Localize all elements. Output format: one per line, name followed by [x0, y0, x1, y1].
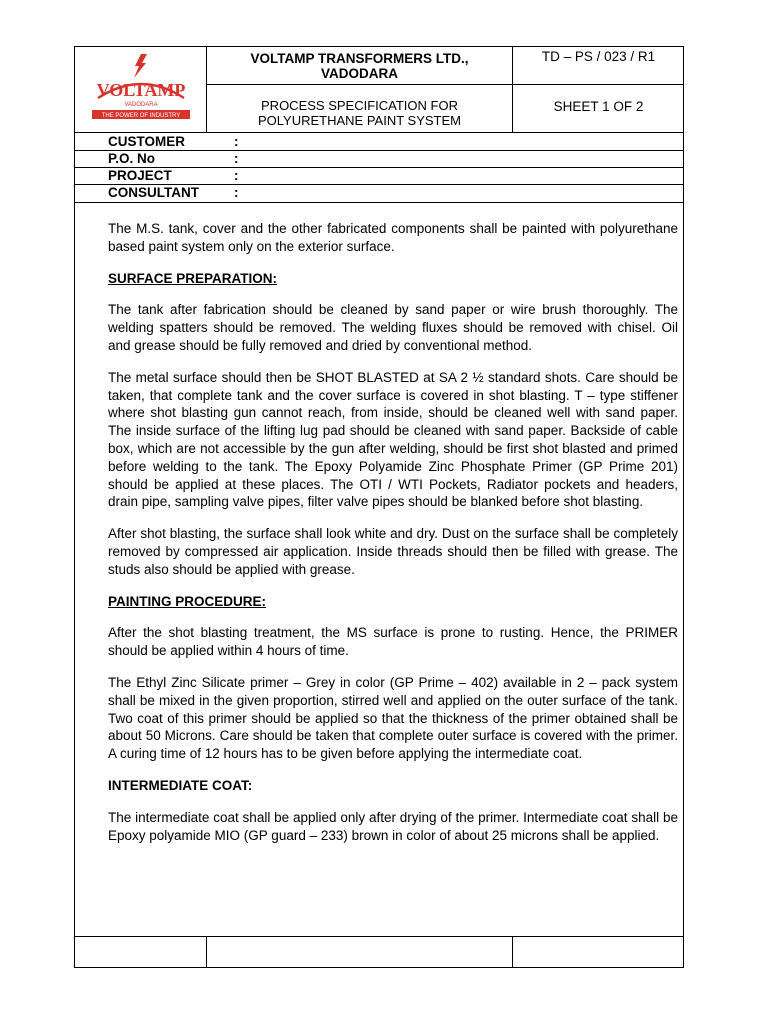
field-line-4 — [74, 202, 684, 203]
svg-text:VOLTAMP: VOLTAMP — [96, 80, 186, 100]
intermediate-paragraph-1: The intermediate coat shall be applied only after drying of the primer. Intermediate coat shall be Epoxy polyamide MIO (GP guard – 233) brown in color of about 25 microns shall be applied. — [108, 809, 678, 843]
intro-paragraph: The M.S. tank, cover and the other fabricated components shall be painted with polyurethane based paint system only on the exterior surface. — [108, 221, 678, 254]
field-po-label: P.O. No — [108, 151, 156, 166]
doc-ref: TD – PS / 023 / R1 — [541, 49, 656, 64]
painting-paragraph-2: The Ethyl Zinc Silicate primer – Grey in color (GP Prime – 402) available in 2 – pack system shall be mixed in the given proportion, stirred well and applied on the outer surface of the tank. Two coat of this primer should be applied so that the thickness of the primer obtained shall be about 50 Microns. Care should be taken that complete outer surface is covered with the primer. A curing time of 12 hours has to be given before applying the intermediate coat. — [108, 674, 678, 762]
field-customer-sep: : — [234, 134, 239, 149]
field-project-sep: : — [234, 168, 239, 183]
field-customer-label: CUSTOMER — [108, 134, 186, 149]
voltamp-logo-graphic — [84, 52, 198, 128]
company-name — [207, 51, 512, 81]
field-line-1 — [74, 150, 684, 151]
sheet-number: SHEET 1 OF 2 — [553, 99, 644, 114]
surface-paragraph-3: After shot blasting, the surface shall look white and dry. Dust on the surface shall be completely removed by compressed air application. Inside threads should then be filled with grease. The studs also should be applied with grease. — [108, 526, 678, 577]
header-mid-line — [206, 84, 684, 85]
svg-text:VADODARA: VADODARA — [124, 102, 158, 108]
painting-paragraph-1: After the shot blasting treatment, the MS surface is prone to rusting. Hence, the PRIMER should be applied within 4 hours of time. — [108, 625, 678, 659]
surface-paragraph-1: The tank after fabrication should be cleaned by sand paper or wire brush thoroughly. The welding spatters should be removed. The welding fluxes should be removed with chisel. Oil and grease should be fully removed and dried by conventional method. — [108, 302, 678, 353]
company-name-line2: VADODARA — [321, 66, 398, 81]
header-bottom-line — [74, 132, 684, 133]
spec-body — [108, 220, 678, 844]
document-title — [207, 98, 512, 128]
footer-divider-right — [512, 936, 513, 968]
intermediate-coat-heading: INTERMEDIATE COAT: — [108, 777, 253, 793]
painting-procedure-heading: PAINTING PROCEDURE: — [108, 593, 267, 609]
field-consultant-sep: : — [234, 185, 239, 200]
surface-paragraph-2: The metal surface should then be SHOT BLASTED at SA 2 ½ standard shots. Care should be taken, that complete tank and the cover surface is covered in shot blasting. T – type stiffener where shot blasting gun cannot reach, from inside, should be cleaned well with sand paper. The inside surface of the lifting lug pad should be cleaned with sand paper. Backside of cable box, which are not accessible by the gun after welding, should be first shot blasted and primed before welding to the tank. The Epoxy Polyamide Zinc Phosphate Primer (GP Prime 201) should be applied at these places. The OTI / WTI Pockets, Radiator pockets and headers, drain pipe, sampling valve pipes, filter valve pipes should be blanked before shot blasting. — [108, 369, 678, 510]
company-name-line1: VOLTAMP TRANSFORMERS LTD., — [250, 51, 469, 66]
field-project-label: PROJECT — [108, 168, 172, 183]
surface-preparation-heading: SURFACE PREPARATION: — [108, 270, 278, 286]
footer-top-line — [74, 936, 684, 937]
svg-text:THE POWER OF INDUSTRY: THE POWER OF INDUSTRY — [101, 113, 181, 119]
document-title-line1: PROCESS SPECIFICATION FOR — [261, 98, 458, 113]
field-consultant-label: CONSULTANT — [108, 185, 199, 200]
footer-divider-left — [206, 936, 207, 968]
field-po-sep: : — [234, 151, 239, 166]
voltamp-logo — [84, 52, 198, 128]
document-title-line2: POLYURETHANE PAINT SYSTEM — [258, 113, 461, 128]
